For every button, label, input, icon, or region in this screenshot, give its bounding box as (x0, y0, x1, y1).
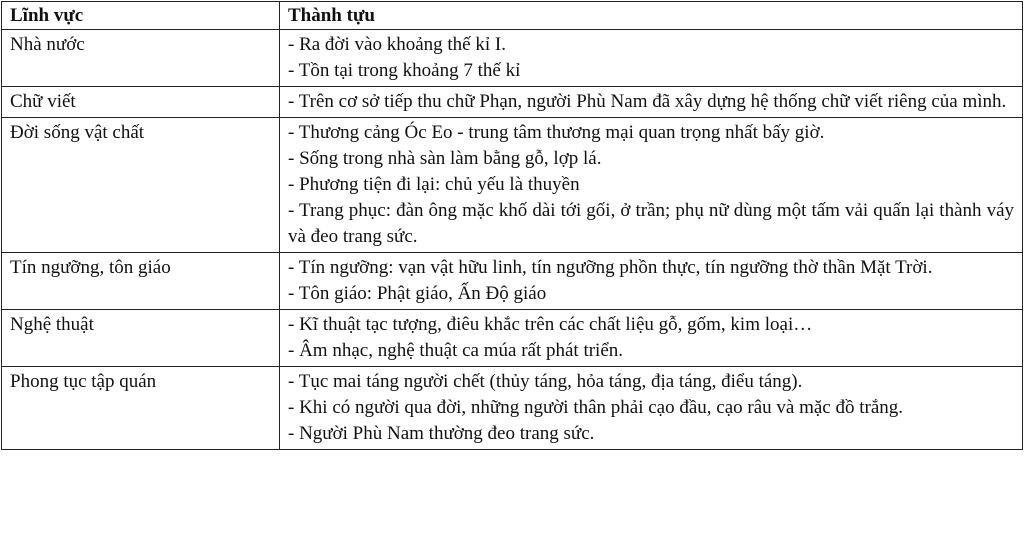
header-field: Lĩnh vực (2, 2, 280, 30)
achievement-item: - Khi có người qua đời, những người thân phải cạo đầu, cạo râu và mặc đồ trắng. (288, 397, 904, 418)
header-achievement: Thành tựu (280, 2, 1023, 30)
field-cell: Nghệ thuật (2, 310, 280, 367)
achievement-item: - Ra đời vào khoảng thế kỉ I. (288, 34, 506, 55)
table-row (2, 30, 1023, 87)
achievement-item: - Kĩ thuật tạc tượng, điêu khắc trên các chất liệu gỗ, gốm, kim loại… (288, 314, 813, 335)
field-cell: Đời sống vật chất (2, 118, 280, 253)
achievement-item: - Tôn giáo: Phật giáo, Ấn Độ giáo (288, 283, 547, 304)
achievement-cell (280, 367, 1023, 450)
table-row (2, 310, 1023, 367)
achievement-item: - Âm nhạc, nghệ thuật ca múa rất phát triển. (288, 340, 624, 361)
field-cell: Tín ngưỡng, tôn giáo (2, 253, 280, 310)
field-cell: Phong tục tập quán (2, 367, 280, 450)
achievements-table (1, 1, 1023, 450)
achievement-item: - Phương tiện đi lại: chủ yếu là thuyền (288, 174, 580, 195)
achievement-cell (280, 30, 1023, 87)
table-header-row (2, 2, 1023, 30)
achievement-item: - Trang phục: đàn ông mặc khố dài tới gối, ở trần; phụ nữ dùng một tấm vải quấn lại thành váy và đeo trang sức. (288, 200, 1014, 247)
table-row (2, 87, 1023, 118)
table-row (2, 367, 1023, 450)
achievement-item: - Tín ngưỡng: vạn vật hữu linh, tín ngưỡng phồn thực, tín ngưỡng thờ thần Mặt Trời. (288, 257, 933, 278)
achievement-item: - Tồn tại trong khoảng 7 thế kỉ (288, 60, 521, 81)
achievement-item: - Tục mai táng người chết (thủy táng, hỏa táng, địa táng, điểu táng). (288, 371, 803, 392)
achievement-cell (280, 87, 1023, 118)
achievement-cell (280, 253, 1023, 310)
achievement-cell (280, 310, 1023, 367)
achievement-cell (280, 118, 1023, 253)
achievement-item: - Thương cảng Óc Eo - trung tâm thương mại quan trọng nhất bấy giờ. (288, 122, 825, 143)
table-row (2, 118, 1023, 253)
field-cell: Nhà nước (2, 30, 280, 87)
achievement-item: - Người Phù Nam thường đeo trang sức. (288, 423, 595, 444)
achievement-item: - Sống trong nhà sàn làm bằng gỗ, lợp lá. (288, 148, 602, 169)
field-cell: Chữ viết (2, 87, 280, 118)
table-row (2, 253, 1023, 310)
achievement-item: - Trên cơ sở tiếp thu chữ Phạn, người Phù Nam đã xây dựng hệ thống chữ viết riêng của mình. (288, 91, 1007, 112)
